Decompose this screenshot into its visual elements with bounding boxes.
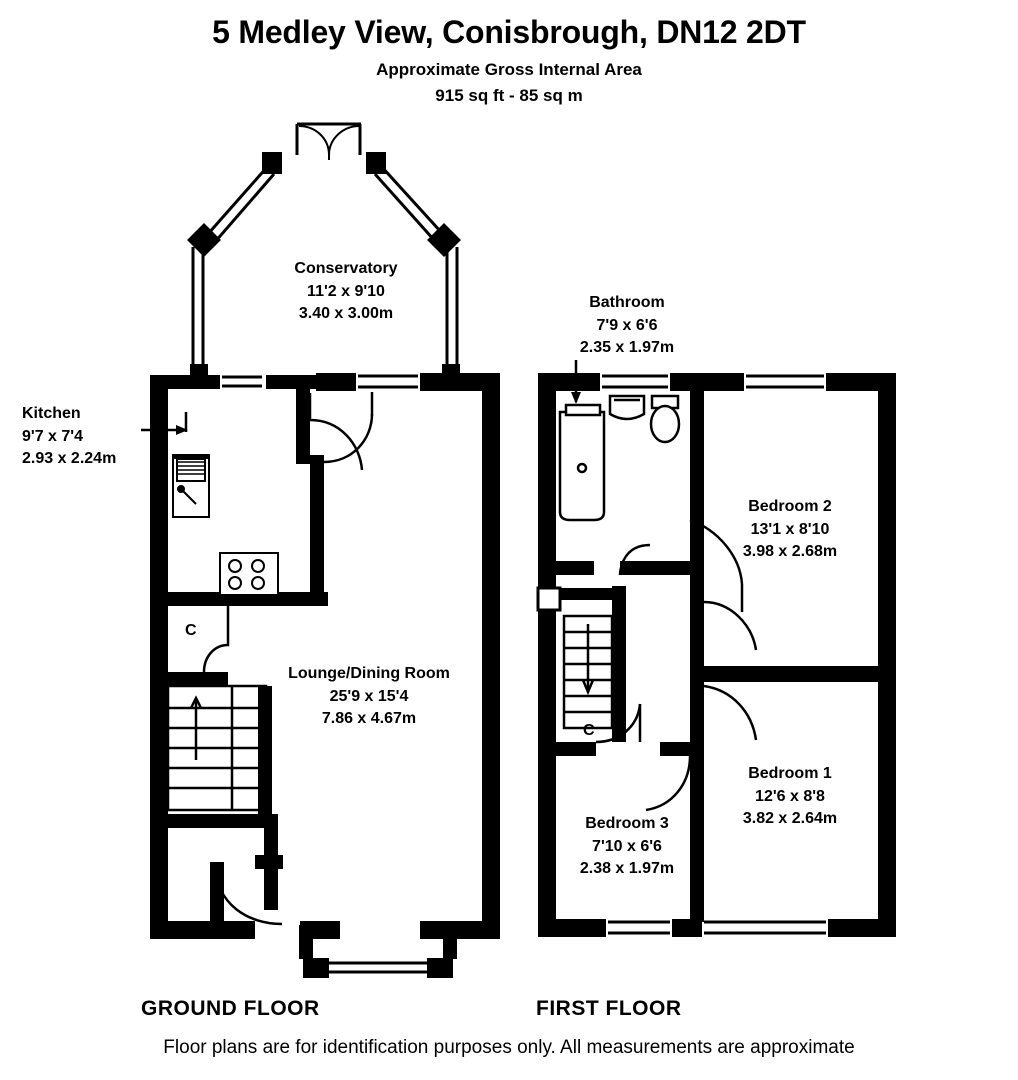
ground-floor-plan [150,124,500,978]
bathroom-fittings [560,396,679,520]
first-floor-caption: FIRST FLOOR [536,997,682,1020]
bathroom-imperial: 7'9 x 6'6 [596,316,658,334]
bedroom3-name: Bedroom 3 [585,815,669,832]
bedroom1-door-swing [704,686,756,740]
page-title: 5 Medley View, Conisbrough, DN12 2DT [212,14,806,50]
bathroom-metric: 2.35 x 1.97m [579,339,675,357]
bedroom2-imperial: 13'1 x 8'10 [750,520,830,538]
lounge-name: Lounge/Dining Room [288,665,450,682]
bedroom1-imperial: 12'6 x 8'8 [755,787,825,805]
bedroom3-metric: 2.38 x 1.97m [579,860,675,878]
conservatory-imperial: 11'2 x 9'10 [307,282,385,300]
kitchen-metric: 2.93 x 2.24m [22,450,117,468]
room-label-bedroom3 [527,813,727,881]
area-caption: Approximate Gross Internal Area [376,60,642,79]
conservatory-name: Conservatory [294,260,398,277]
ground-closet [168,606,228,686]
bedroom2-metric: 3.98 x 2.68m [742,543,838,561]
room-label-bathroom [527,292,727,360]
kitchen-imperial: 9'7 x 7'4 [22,427,83,445]
bedroom1-metric: 3.82 x 2.64m [742,810,838,828]
conservatory-metric: 3.40 x 3.00m [298,305,394,323]
room-label-lounge-dining [264,663,474,731]
room-label-bedroom2 [690,496,890,564]
kitchen-fittings [173,455,278,595]
lounge-metric: 7.86 x 4.67m [321,710,417,728]
area-value: 915 sq ft - 85 sq m [435,86,583,105]
conservatory-glazing [193,124,457,372]
bedroom2-name: Bedroom 2 [748,498,832,515]
ground-floor-caption: GROUND FLOOR [141,997,320,1020]
kitchen-name: Kitchen [22,405,81,422]
ground-closet-label: C [185,622,197,639]
bedroom3-door-swing [646,756,690,810]
lounge-imperial: 25'9 x 15'4 [329,687,409,705]
room-label-kitchen [22,403,172,471]
room-label-conservatory [246,258,446,326]
bedroom1-name: Bedroom 1 [748,765,832,782]
first-closet-label: C [583,722,595,739]
bedroom3-imperial: 7'10 x 6'6 [592,837,662,855]
disclaimer-text: Floor plans are for identification purposes only. All measurements are approximate [163,1037,855,1058]
bathroom-name: Bathroom [589,294,665,311]
